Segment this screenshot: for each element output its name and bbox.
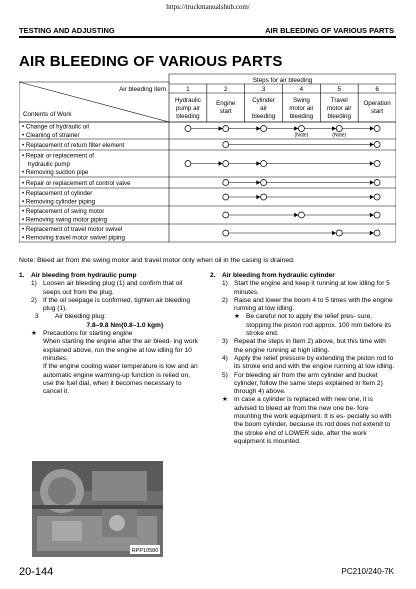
hydraulic-pump-photo: [32, 461, 163, 557]
star-icon: ★: [31, 330, 37, 338]
step-label: Swing: [292, 97, 310, 104]
pump-precaution: [19, 330, 201, 338]
cyl-step-2: [210, 297, 396, 314]
step-label: Engine: [216, 100, 236, 107]
work-content-text: • Removing travel motor swivel piping: [22, 234, 125, 242]
header-section-title: TESTING AND ADJUSTING: [19, 26, 115, 35]
cyl-step-1: [210, 280, 396, 297]
section-cylinder-number: 2.: [210, 272, 216, 279]
step-label: motor air: [289, 105, 314, 112]
arrow-icon: [370, 161, 374, 165]
work-content-text: • Replacement of swing motor: [22, 208, 105, 216]
star-icon: ★: [222, 396, 228, 404]
work-content-text: • Removing cylinder piping: [22, 198, 96, 206]
step-label: bleeding: [289, 113, 314, 120]
circle-mark-icon: [298, 212, 304, 218]
corner-contents-of-work: Contents of Work: [23, 111, 72, 118]
work-content-text: • Replacement of return filter element: [22, 141, 125, 149]
pump-step-2-text: If the oil seepage is confirmed, tighten air bleeding plug (1).: [43, 296, 190, 313]
section-pump-title: Air bleeding from hydraulic pump: [31, 272, 137, 279]
work-content-text: • Repair or replacement of control valve: [22, 179, 131, 187]
circle-mark-icon: [223, 126, 229, 132]
step-number: 6: [375, 86, 379, 93]
circle-mark-icon: [374, 180, 380, 186]
work-content-text: • Replacement of cylinder: [22, 190, 93, 198]
arrow-icon: [370, 126, 374, 130]
step-label: air: [260, 105, 268, 112]
note-marker: (Note): [332, 132, 347, 139]
circle-mark-icon: [223, 194, 229, 200]
circle-mark-icon: [223, 161, 229, 167]
circle-mark-icon: [374, 194, 380, 200]
step-label: Travel: [330, 97, 348, 104]
arrow-icon: [370, 180, 374, 184]
cyl-step-3-num: 3): [222, 338, 228, 346]
pump-precaution-p1: When starting the engine after the air bleed- ing work explained above, run the engine at low idling for 10 minutes.: [43, 338, 199, 362]
circle-mark-icon: [374, 230, 380, 236]
step-label: bleeding: [327, 113, 351, 120]
arrow-icon: [219, 126, 223, 130]
circle-mark-icon: [336, 126, 342, 132]
step-number: 2: [223, 86, 228, 93]
star-icon: ★: [234, 313, 240, 321]
work-content-text: • Removing swing motor piping: [22, 216, 108, 224]
steps-header: Steps for air bleeding: [252, 77, 313, 84]
section-pump-heading: [19, 272, 201, 280]
cyl-note-text: In case a cylinder is replaced with new one, it is advised to bleed air from the new one be- fore mounting the work equipment. It is es- pecially so with the boom cylinder, because its rod does not extend to the stroke end of LOWER side, after the work equipment is mounted.: [234, 396, 392, 445]
circle-mark-icon: [223, 142, 229, 148]
step-label: start: [219, 108, 232, 115]
arrow-icon: [370, 231, 374, 235]
circle-mark-icon: [261, 194, 267, 200]
cyl-step-4-num: 4): [222, 354, 228, 362]
arrow-icon: [332, 126, 336, 130]
pump-step-2-num: 2): [31, 296, 37, 304]
cyl-step-5-text: For bleeding air from the arm cylinder and bucket cylinder, follow the same steps explained in Item 2) through 4) above.: [234, 371, 383, 396]
pump-step-1: [19, 280, 201, 297]
work-content-text: • Removing suction pipe: [22, 169, 89, 177]
arrow-icon: [370, 142, 374, 146]
step-label: motor air: [327, 105, 352, 112]
arrow-icon: [370, 195, 374, 199]
step-label: bleeding: [176, 113, 200, 120]
photo-code: RPP10580: [131, 548, 159, 554]
work-content-text: • Repair or replacement of: [22, 152, 94, 160]
cyl-step-2-caution-text: Be careful not to apply the relief pres- sure, stopping the piston rod approx. 100 mm before its stroke end.: [246, 313, 392, 338]
pump-step-3-text: Air bleeding plug:: [55, 313, 106, 321]
cyl-step-4-text: Apply the relief pressure by extending the piston rod to its stroke end and with the engine running at low idling.: [234, 354, 395, 371]
section-cylinder: [210, 272, 396, 446]
step-number: 1: [186, 86, 190, 93]
circle-mark-icon: [374, 142, 380, 148]
source-url[interactable]: https://truckmanualshub.com/: [166, 3, 250, 11]
table-note: Note: Bleed air from the swing motor and travel motor only when oil in the casing is drained.: [19, 257, 295, 264]
work-content-text: • Replacement of travel motor swivel: [22, 226, 123, 234]
page-title: AIR BLEEDING OF VARIOUS PARTS: [19, 53, 283, 70]
cyl-step-1-text: Start the engine and keep it running at low idling for 5 minutes.: [234, 280, 390, 296]
cyl-step-3: [210, 338, 396, 355]
cyl-step-2-caution: [210, 313, 396, 338]
cyl-step-3-text: Repeat the steps in Item 2) above, but this time with the engine running at high idling.: [234, 338, 386, 354]
cyl-step-2-text: Raise and lower the boom 4 to 5 times with the engine running at low idling.: [234, 296, 393, 313]
circle-mark-icon: [374, 212, 380, 218]
torque-spec: 7.8–9.8 Nm{0.8–1.0 kgm}: [86, 321, 164, 329]
air-bleeding-table: [19, 72, 396, 257]
work-content-text: hydraulic pump: [28, 160, 70, 168]
circle-mark-icon: [185, 161, 191, 167]
circle-mark-icon: [185, 126, 191, 132]
step-number: 3: [261, 86, 266, 93]
note-marker: (Note): [294, 132, 309, 139]
pump-step-1-num: 1): [31, 280, 37, 288]
cyl-note: [210, 396, 396, 446]
step-label: Cylinder: [252, 97, 275, 104]
circle-mark-icon: [374, 161, 380, 167]
circle-mark-icon: [261, 180, 267, 186]
section-pump-number: 1.: [19, 272, 25, 279]
model-number: PC210/240-7K: [341, 567, 394, 576]
arrow-icon: [256, 126, 260, 130]
step-label: Hydraulic: [175, 97, 201, 104]
arrow-icon: [294, 213, 298, 217]
cyl-step-4: [210, 355, 396, 372]
step-number: 5: [337, 86, 342, 93]
pump-step-3: [19, 313, 201, 321]
pump-step-3-num: 3: [35, 313, 39, 321]
header-rule: [19, 36, 396, 38]
circle-mark-icon: [336, 230, 342, 236]
arrow-icon: [256, 161, 260, 165]
circle-mark-icon: [223, 180, 229, 186]
corner-air-bleeding-item: Air bleeding item: [119, 86, 166, 93]
step-label: bleeding: [251, 113, 276, 120]
arrow-icon: [370, 213, 374, 217]
circle-mark-icon: [223, 212, 229, 218]
circle-mark-icon: [223, 230, 229, 236]
arrow-icon: [219, 161, 223, 165]
header-page-topic: AIR BLEEDING OF VARIOUS PARTS: [265, 26, 394, 35]
circle-mark-icon: [298, 126, 304, 132]
section-cylinder-heading: [210, 272, 396, 280]
cyl-step-5-num: 5): [222, 371, 228, 379]
section-pump: [19, 272, 201, 396]
circle-mark-icon: [374, 126, 380, 132]
circle-mark-icon: [261, 126, 267, 132]
cyl-step-2-num: 2): [222, 296, 228, 304]
arrow-icon: [256, 180, 260, 184]
arrow-icon: [332, 231, 336, 235]
cyl-step-5: [210, 372, 396, 397]
work-content-text: • Cleaning of strainer: [22, 131, 80, 139]
step-number: 4: [299, 86, 304, 93]
section-cylinder-title: Air bleeding from hydraulic cylinder: [222, 272, 335, 279]
cyl-step-1-num: 1): [222, 280, 228, 288]
step-label: pump air: [175, 105, 200, 112]
arrow-icon: [294, 126, 298, 130]
arrow-icon: [256, 195, 260, 199]
work-content-text: • Change of hydraulic oil: [22, 123, 89, 131]
step-label: Operation: [363, 100, 391, 107]
pump-precaution-title: Precautions for starting engine: [43, 330, 133, 338]
pump-step-1-text: Loosen air bleeding plug (1) and confirm that oil seeps out from the plug.: [43, 280, 183, 296]
pump-precaution-p2: If the engine cooling water temperature is low and an automatic engine warming-up function is relied on, use the fuel dial, when it becomes necessary to cancel it.: [43, 363, 198, 396]
page-number: 20-144: [19, 566, 54, 578]
pump-step-2: [19, 297, 201, 314]
step-label: start: [371, 108, 384, 115]
circle-mark-icon: [261, 161, 267, 167]
